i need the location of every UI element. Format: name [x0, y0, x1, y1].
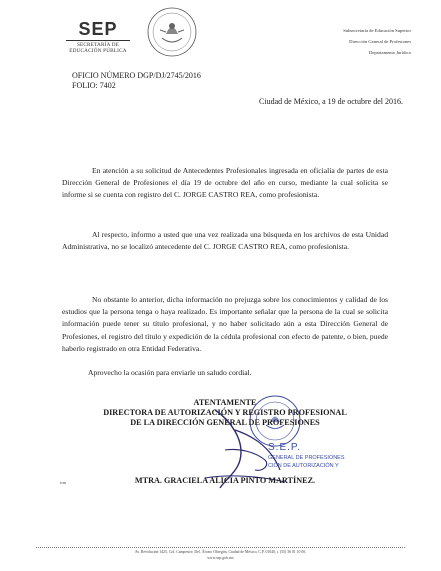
header-right-lines: [343, 25, 411, 58]
paragraph-4: Aprovecho la ocasión para enviarle un saludo cordial.: [88, 368, 252, 377]
signer-title-1: DIRECTORA DE AUTORIZACIÓN Y REGISTRO PROFESIONAL: [103, 408, 347, 417]
paragraph-3: No obstante lo anterior, dicha información no prejuzga sobre los conocimientos y calidad de los estudios que la persona tenga o haya realizado. Es importante señalar que la persona de la cual se solicita información puede tener su título profesional, y no haber solicitado aún a esta Dirección General de Profesiones, el registro del título y expedición de la cédula profesional con efecto de patente, o bien, puede haberlo registrado en otra Entidad Federativa.: [62, 295, 388, 353]
signer-title-2: DE LA DIRECCIÓN GENERAL DE PROFESIONES: [130, 418, 320, 427]
footer-divider: [36, 547, 405, 548]
closing-atentamente: ATENTAMENTE: [193, 398, 257, 407]
footer-website: www.sep.gob.mx: [207, 556, 234, 560]
stamp-sep: S.E.P.: [268, 442, 302, 453]
initials: tcm: [60, 480, 66, 485]
oficio-number: OFICIO NÚMERO DGP/DJ/2745/2016: [72, 71, 201, 80]
footer-address: Av. Revolución 1425, Col. Campestre, Del. Álvaro Obregón, Ciudad de México, C.P. 01040, t. (55) 36 01 10 00,: [134, 550, 307, 554]
stamp-line-2: GENERAL DE PROFESIONES: [268, 455, 345, 461]
national-seal-icon: [146, 6, 198, 58]
header-line-2: Dirección General de Profesiones: [349, 39, 411, 44]
sep-logo-rule: [66, 40, 130, 41]
place-date: Ciudad de México, a 19 de octubre del 2016.: [259, 97, 403, 106]
paragraph-2: Al respecto, informo a usted que una vez realizada una búsqueda en los archivos de esta Unidad Administrativa, no se localizó antecedente del C. JORGE CASTRO REA, como profesionista.: [62, 230, 388, 252]
sep-logo-subtitle-1: SECRETARÍA DE: [76, 42, 120, 48]
signer-name: MTRA. GRACIELA ALICIA PINTO MARTÍNEZ.: [134, 476, 316, 485]
paragraph-1: En atención a su solicitud de Antecedentes Profesionales ingresada en oficialía de partes de esta Dirección General de Profesiones el día 19 de octubre del año en curso, mediante la cual solicita se informe si se cuenta con registro del C. JORGE CASTRO REA, como profesionista.: [62, 166, 388, 200]
sep-logo-subtitle-2: EDUCACIÓN PÚBLICA: [69, 48, 127, 54]
stamp-line-3: CIÓN DE AUTORIZACIÓN Y: [268, 463, 339, 469]
header-line-3: Departamento Jurídico: [369, 50, 411, 55]
sep-logo: [62, 20, 134, 54]
header-line-1: Subsecretaría de Educación Superior: [343, 28, 411, 33]
folio-number: FOLIO: 7402: [72, 81, 116, 90]
sep-logo-text: SEP: [78, 19, 118, 39]
reference-block: [72, 71, 201, 91]
